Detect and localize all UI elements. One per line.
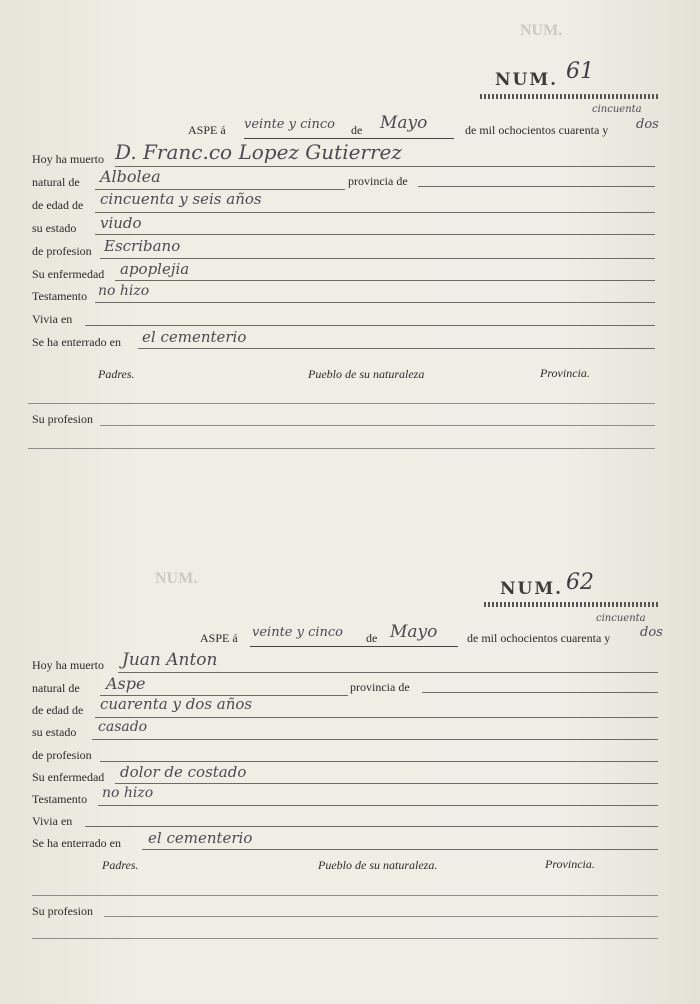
profesion-line bbox=[100, 258, 655, 259]
provincia-label: provincia de bbox=[348, 174, 408, 188]
natural-value: Aspe bbox=[106, 674, 146, 693]
hoy-label: Hoy ha muerto bbox=[32, 658, 104, 672]
natural-label: natural de bbox=[32, 175, 80, 189]
natural-label: natural de bbox=[32, 681, 80, 695]
death-record-entry-61 bbox=[0, 0, 700, 490]
estado-value: viudo bbox=[100, 214, 142, 232]
day-value: veinte y cinco bbox=[244, 117, 336, 132]
vivia-label: Vivia en bbox=[32, 814, 73, 828]
testamento-label: Testamento bbox=[32, 792, 88, 806]
record-number-label: NUM. bbox=[500, 579, 564, 599]
natural-value: Albolea bbox=[100, 167, 161, 186]
edad-label: de edad de bbox=[32, 198, 84, 212]
year-prefix-label: de mil ochocientos cuarenta y bbox=[467, 631, 611, 645]
hoy-line bbox=[118, 672, 658, 673]
enterrado-label: Se ha enterrado en bbox=[32, 335, 121, 349]
enterrado-value: el cementerio bbox=[142, 328, 247, 346]
pueblo-label: Pueblo de su naturaleza bbox=[308, 367, 425, 381]
estado-line bbox=[92, 739, 658, 740]
vivia-line bbox=[85, 325, 655, 326]
record-number-value: 61 bbox=[566, 59, 594, 84]
closing-line bbox=[32, 938, 658, 939]
estado-value: casado bbox=[98, 719, 148, 735]
vivia-label: Vivia en bbox=[32, 312, 73, 326]
enfermedad-line bbox=[115, 280, 655, 281]
edad-label: de edad de bbox=[32, 703, 84, 717]
testamento-value: no hizo bbox=[102, 785, 154, 801]
month-value: Mayo bbox=[380, 113, 428, 133]
su-profesion-line bbox=[104, 916, 658, 917]
year-correction: cincuenta bbox=[592, 104, 642, 115]
testamento-line bbox=[95, 302, 655, 303]
padres-label: Padres. bbox=[102, 858, 139, 872]
enterrado-line bbox=[138, 348, 655, 349]
estado-line bbox=[95, 234, 655, 235]
profesion-label: de profesion bbox=[32, 244, 92, 258]
provincia-column-label: Provincia. bbox=[540, 366, 590, 380]
enfermedad-line bbox=[115, 783, 658, 784]
provincia-label: provincia de bbox=[350, 680, 410, 694]
estado-label: su estado bbox=[32, 725, 77, 739]
number-rule bbox=[480, 94, 658, 99]
date-underline bbox=[250, 646, 458, 647]
day-value: veinte y cinco bbox=[252, 625, 344, 640]
padres-line bbox=[32, 895, 658, 896]
edad-line bbox=[95, 717, 658, 718]
record-number-value: 62 bbox=[566, 570, 594, 595]
provincia-line bbox=[422, 692, 658, 693]
testamento-line bbox=[98, 805, 658, 806]
enterrado-line bbox=[142, 849, 658, 850]
enterrado-value: el cementerio bbox=[148, 829, 253, 847]
place-label: ASPE á bbox=[200, 631, 238, 645]
enfermedad-value: dolor de costado bbox=[120, 763, 247, 781]
profesion-value: Escribano bbox=[104, 237, 181, 255]
su-profesion-line bbox=[100, 425, 655, 426]
padres-line bbox=[28, 403, 655, 404]
year-prefix-label: de mil ochocientos cuarenta y bbox=[465, 123, 609, 137]
place-label: ASPE á bbox=[188, 123, 226, 137]
testamento-label: Testamento bbox=[32, 289, 88, 303]
closing-line bbox=[28, 448, 655, 449]
death-record-entry-62 bbox=[0, 495, 700, 985]
edad-value: cincuenta y seis años bbox=[100, 190, 262, 208]
pueblo-label: Pueblo de su naturaleza. bbox=[318, 858, 438, 872]
profesion-label: de profesion bbox=[32, 748, 92, 762]
enfermedad-value: apoplejia bbox=[120, 260, 190, 278]
hoy-line bbox=[115, 166, 655, 167]
year-value: dos bbox=[636, 117, 659, 132]
enfermedad-label: Su enfermedad bbox=[32, 770, 105, 784]
de-label: de bbox=[366, 631, 378, 645]
enfermedad-label: Su enfermedad bbox=[32, 267, 105, 281]
enterrado-label: Se ha enterrado en bbox=[32, 836, 121, 850]
hoy-value: Juan Anton bbox=[122, 650, 218, 670]
vivia-line bbox=[85, 826, 658, 827]
bleed-through-num: NUM. bbox=[520, 22, 563, 39]
month-value: Mayo bbox=[390, 622, 438, 642]
year-value: dos bbox=[640, 625, 663, 640]
padres-label: Padres. bbox=[98, 367, 135, 381]
su-profesion-label: Su profesion bbox=[32, 904, 93, 918]
edad-value: cuarenta y dos años bbox=[100, 695, 253, 713]
provincia-column-label: Provincia. bbox=[545, 857, 595, 871]
hoy-value: D. Franc.co Lopez Gutierrez bbox=[115, 140, 402, 164]
provincia-line bbox=[418, 186, 655, 187]
de-label: de bbox=[351, 123, 363, 137]
testamento-value: no hizo bbox=[98, 283, 150, 299]
record-number-label: NUM. bbox=[495, 70, 559, 90]
date-underline bbox=[244, 138, 454, 139]
estado-label: su estado bbox=[32, 221, 77, 235]
hoy-label: Hoy ha muerto bbox=[32, 152, 104, 166]
su-profesion-label: Su profesion bbox=[32, 412, 93, 426]
edad-line bbox=[95, 212, 655, 213]
profesion-line bbox=[100, 761, 658, 762]
year-correction: cincuenta bbox=[596, 613, 646, 624]
bleed-through-num: NUM. bbox=[155, 570, 198, 587]
number-rule bbox=[484, 602, 660, 607]
